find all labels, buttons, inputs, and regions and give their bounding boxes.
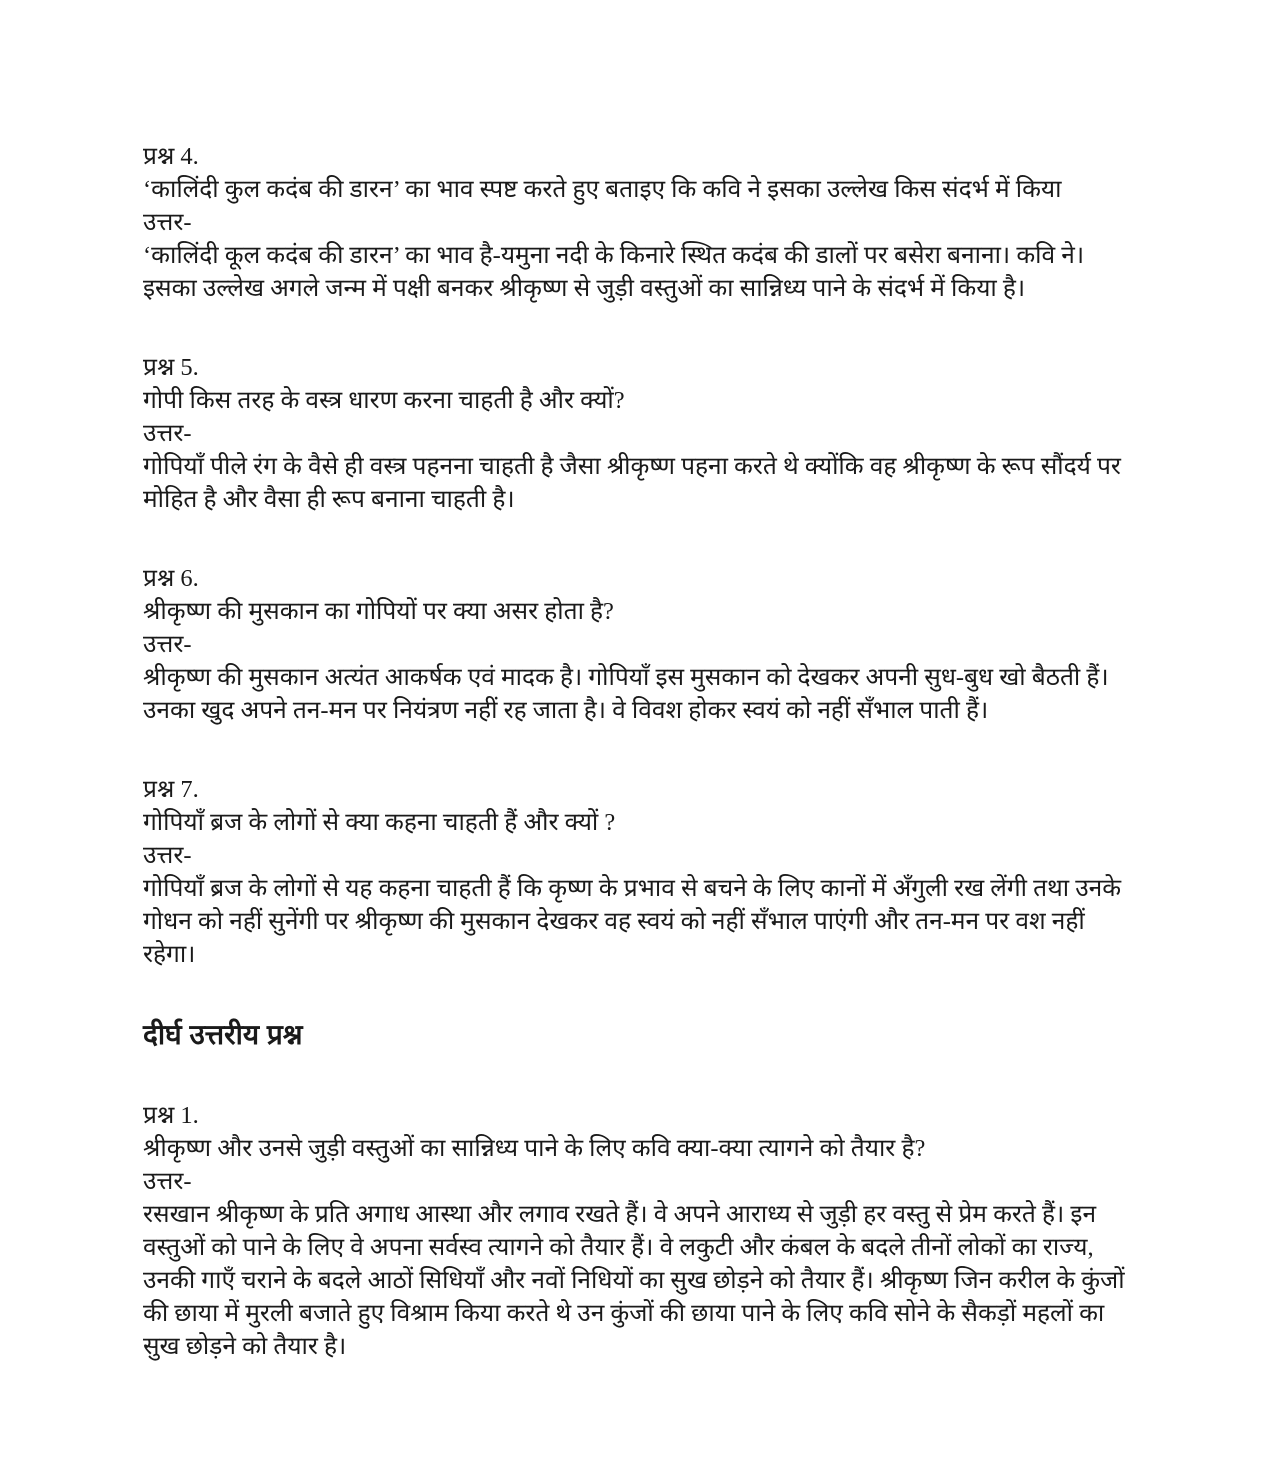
answer-text: गोपियाँ पीले रंग के वैसे ही वस्त्र पहनना चाहती है जैसा श्रीकृष्ण पहना करते थे क्योंकि वह श्रीकृष्ण के रूप सौंदर्य पर मोहित है और वैसा ही रूप बनाना चाहती है। <box>143 453 1121 513</box>
answer-label: उत्तर- <box>143 209 192 236</box>
question-number-label: प्रश्न 6. <box>143 565 199 592</box>
answer-text: ‘कालिंदी कूल कदंब की डारन’ का भाव है-यमुना नदी के किनारे स्थित कदंब की डालों पर बसेरा बनाना। कवि ने। इसका उल्लेख अगले जन्म में पक्षी बनकर श्रीकृष्ण से जुड़ी वस्तुओं का सान्निध्य पाने के संदर्भ में किया है। <box>143 242 1085 302</box>
question-number-label: प्रश्न 1. <box>143 1102 199 1129</box>
question-number-label: प्रश्न 7. <box>143 776 199 803</box>
answer-label: उत्तर- <box>143 631 192 658</box>
answer-text: श्रीकृष्ण की मुसकान अत्यंत आकर्षक एवं मादक है। गोपियाँ इस मुसकान को देखकर अपनी सुध-बुध खो बैठती हैं। उनका खुद अपने तन-मन पर नियंत्रण नहीं रह जाता है। वे विवश होकर स्वयं को नहीं सँभाल पाती हैं। <box>143 664 1109 724</box>
answer-text: रसखान श्रीकृष्ण के प्रति अगाध आस्था और लगाव रखते हैं। वे अपने आराध्य से जुड़ी हर वस्तु से प्रेम करते हैं। इन वस्तुओं को पाने के लिए वे अपना सर्वस्व त्यागने को तैयार हैं। वे लकुटी और कंबल के बदले तीनों लोकों का राज्य, उनकी गाएँ चराने के बदले आठों सिधियाँ और नवों निधियों का सुख छोड़ने को तैयार हैं। श्रीकृष्ण जिन करील के कुंजों की छाया में मुरली बजाते हुए विश्राम किया करते थे उन कुंजों की छाया पाने के लिए कवि सोने के सैकड़ों महलों का सुख छोड़ने को तैयार है। <box>143 1201 1125 1360</box>
section-heading-long-answer-questions: दीर्घ उत्तरीय प्रश्न <box>143 1019 303 1050</box>
question-text: गोपियाँ ब्रज के लोगों से क्या कहना चाहती हैं और क्यों ? <box>143 809 616 836</box>
question-text: गोपी किस तरह के वस्त्र धारण करना चाहती है और क्यों? <box>143 387 625 414</box>
question-number-label: प्रश्न 5. <box>143 354 199 381</box>
qa-block-question-4 <box>143 140 1133 305</box>
qa-block-question-6 <box>143 562 1133 727</box>
answer-label: उत्तर- <box>143 1168 192 1195</box>
qa-block-question-1 <box>143 1099 1133 1363</box>
answer-label: उत्तर- <box>143 842 192 869</box>
question-number-label: प्रश्न 4. <box>143 143 199 170</box>
question-text: श्रीकृष्ण और उनसे जुड़ी वस्तुओं का सान्निध्य पाने के लिए कवि क्या-क्या त्यागने को तैयार है? <box>143 1135 926 1162</box>
answer-text: गोपियाँ ब्रज के लोगों से यह कहना चाहती हैं कि कृष्ण के प्रभाव से बचने के लिए कानों में अँगुली रख लेंगी तथा उनके गोधन को नहीं सुनेंगी पर श्रीकृष्ण की मुसकान देखकर वह स्वयं को नहीं सँभाल पाएंगी और तन-मन पर वश नहीं रहेगा। <box>143 875 1122 968</box>
question-text: श्रीकृष्ण की मुसकान का गोपियों पर क्या असर होता है? <box>143 598 614 625</box>
answer-label: उत्तर- <box>143 420 192 447</box>
qa-block-question-5 <box>143 351 1133 516</box>
question-text: ‘कालिंदी कुल कदंब की डारन’ का भाव स्पष्ट करते हुए बताइए कि कवि ने इसका उल्लेख किस संदर्भ में किया <box>143 176 1062 203</box>
qa-block-question-7 <box>143 773 1133 971</box>
